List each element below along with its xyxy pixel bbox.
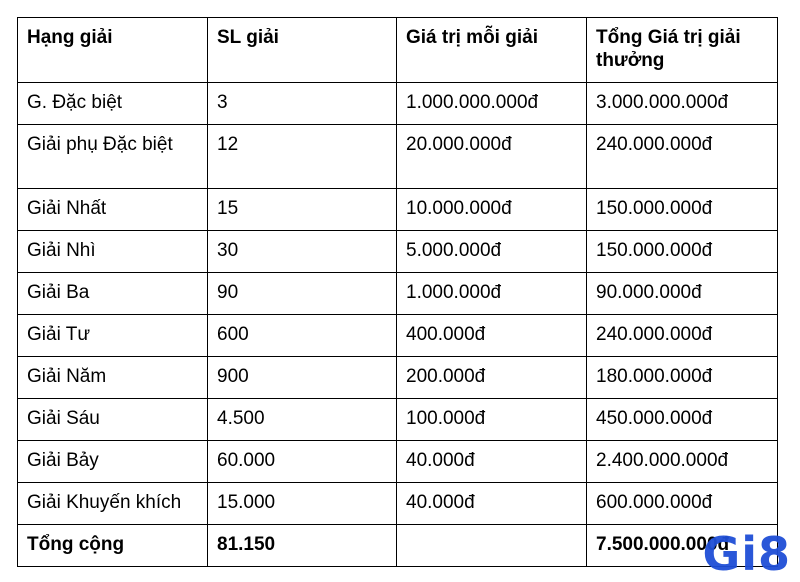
- cell-prize-value: 200.000đ: [397, 357, 587, 399]
- cell-prize-rank: Giải Năm: [18, 357, 208, 399]
- cell-prize-value: 100.000đ: [397, 399, 587, 441]
- header-prize-count: SL giải: [208, 18, 397, 83]
- cell-total-value: 2.400.000.000đ: [587, 441, 778, 483]
- cell-total-value: 90.000.000đ: [587, 273, 778, 315]
- cell-prize-value: 1.000.000.000đ: [397, 83, 587, 125]
- cell-total-value: 450.000.000đ: [587, 399, 778, 441]
- table-row: [18, 83, 778, 125]
- cell-total-value: 240.000.000đ: [587, 315, 778, 357]
- cell-total-value: 240.000.000đ: [587, 125, 778, 189]
- prize-table: [17, 17, 778, 567]
- cell-prize-rank: Giải Sáu: [18, 399, 208, 441]
- cell-prize-count: 12: [208, 125, 397, 189]
- watermark-logo: Gi8: [702, 527, 791, 581]
- table-header-row: [18, 18, 778, 83]
- cell-prize-rank: Giải Khuyến khích: [18, 483, 208, 525]
- cell-prize-rank: G. Đặc biệt: [18, 83, 208, 125]
- table-row: [18, 441, 778, 483]
- cell-prize-rank: Giải phụ Đặc biệt: [18, 125, 208, 189]
- table-row: [18, 483, 778, 525]
- cell-prize-rank: Giải Bảy: [18, 441, 208, 483]
- total-value: 7.500.000.000đ: [587, 525, 778, 567]
- header-total-value: Tổng Giá trị giải thưởng: [587, 18, 778, 83]
- cell-prize-value: 1.000.000đ: [397, 273, 587, 315]
- cell-prize-count: 15.000: [208, 483, 397, 525]
- cell-total-value: 150.000.000đ: [587, 189, 778, 231]
- cell-prize-count: 4.500: [208, 399, 397, 441]
- cell-prize-value: 40.000đ: [397, 483, 587, 525]
- cell-prize-value: 400.000đ: [397, 315, 587, 357]
- cell-prize-rank: Giải Tư: [18, 315, 208, 357]
- table-row: [18, 399, 778, 441]
- cell-total-value: 600.000.000đ: [587, 483, 778, 525]
- cell-prize-count: 60.000: [208, 441, 397, 483]
- cell-prize-count: 3: [208, 83, 397, 125]
- table-row: [18, 315, 778, 357]
- cell-prize-rank: Giải Nhì: [18, 231, 208, 273]
- cell-prize-value: 20.000.000đ: [397, 125, 587, 189]
- cell-prize-rank: Giải Nhất: [18, 189, 208, 231]
- header-prize-rank: Hạng giải: [18, 18, 208, 83]
- table-row: [18, 357, 778, 399]
- total-prize-value: [397, 525, 587, 567]
- cell-prize-count: 30: [208, 231, 397, 273]
- cell-prize-value: 10.000.000đ: [397, 189, 587, 231]
- header-prize-value: Giá trị mỗi giải: [397, 18, 587, 83]
- cell-prize-value: 5.000.000đ: [397, 231, 587, 273]
- table-total-row: [18, 525, 778, 567]
- table-row: [18, 125, 778, 189]
- total-prize-count: 81.150: [208, 525, 397, 567]
- cell-total-value: 180.000.000đ: [587, 357, 778, 399]
- cell-prize-count: 600: [208, 315, 397, 357]
- total-label: Tổng cộng: [18, 525, 208, 567]
- cell-prize-count: 90: [208, 273, 397, 315]
- cell-prize-rank: Giải Ba: [18, 273, 208, 315]
- table-row: [18, 189, 778, 231]
- table-row: [18, 231, 778, 273]
- cell-total-value: 3.000.000.000đ: [587, 83, 778, 125]
- cell-total-value: 150.000.000đ: [587, 231, 778, 273]
- table-row: [18, 273, 778, 315]
- cell-prize-count: 15: [208, 189, 397, 231]
- cell-prize-count: 900: [208, 357, 397, 399]
- cell-prize-value: 40.000đ: [397, 441, 587, 483]
